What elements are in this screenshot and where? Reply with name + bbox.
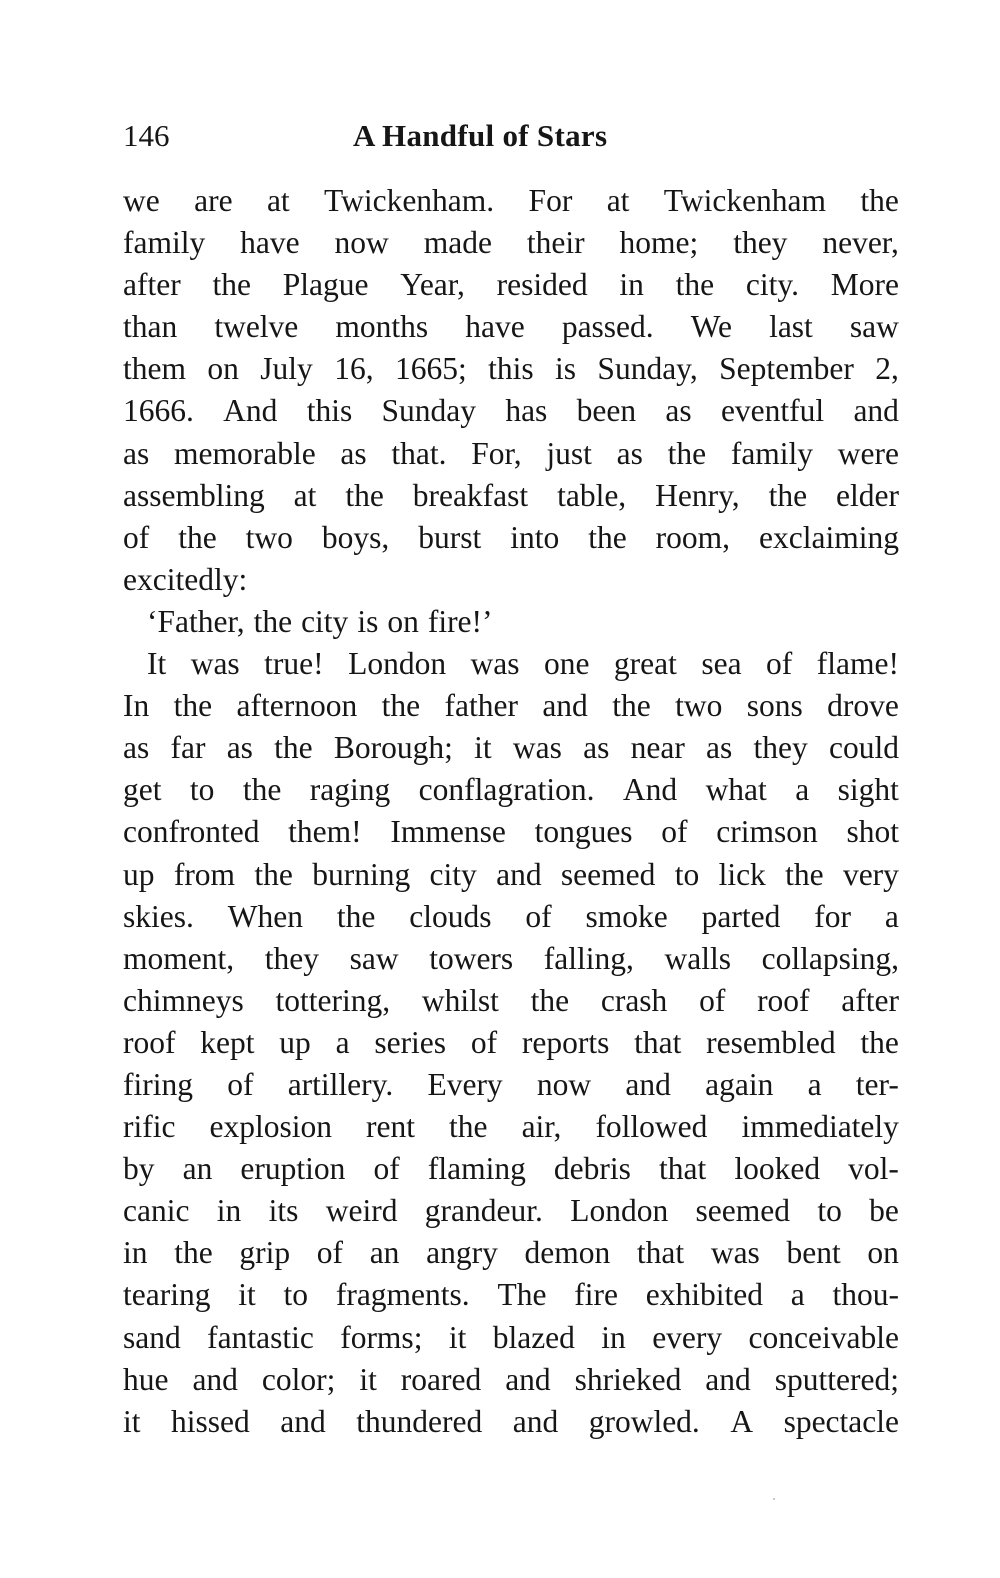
word: it [123, 1403, 141, 1439]
word: assembling [123, 477, 265, 513]
word: every [652, 1319, 723, 1355]
word: an [369, 1235, 400, 1271]
word: roared [400, 1361, 482, 1397]
text-line [123, 517, 899, 559]
word: color; [261, 1361, 336, 1397]
text-line [123, 1106, 899, 1148]
text-line [123, 390, 899, 432]
word: twelve [214, 309, 299, 345]
word: London [348, 646, 447, 682]
word: London [570, 1193, 669, 1229]
word: is [555, 351, 577, 387]
word: forms; [340, 1319, 423, 1355]
word: debris [553, 1151, 631, 1187]
word: on [387, 603, 419, 639]
word: the [381, 688, 421, 724]
word: it [359, 1361, 377, 1397]
word: bent [786, 1235, 841, 1271]
text-line [123, 180, 899, 222]
word: lick [718, 856, 766, 892]
word: its [268, 1193, 299, 1229]
word: sons [746, 688, 803, 724]
word: spectacle [783, 1403, 899, 1439]
word: blazed [492, 1319, 575, 1355]
word: after [841, 982, 899, 1018]
word: tongues [534, 814, 633, 850]
word: crimson [716, 814, 818, 850]
word: grandeur. [424, 1193, 543, 1229]
word: table, [557, 477, 627, 513]
word: them! [288, 814, 362, 850]
word: sight [837, 772, 899, 808]
word: Year, [400, 267, 465, 303]
word: In [123, 688, 150, 724]
word: Sunday [381, 393, 477, 429]
body-text [123, 180, 899, 1443]
word: angry [426, 1235, 498, 1271]
word: at [266, 183, 290, 218]
word: two [245, 519, 293, 555]
word: the [860, 183, 899, 218]
word: as [123, 730, 150, 766]
word: the [212, 267, 251, 303]
word: raging [309, 772, 391, 808]
word: that. [391, 435, 447, 471]
word: sputtered; [774, 1361, 899, 1397]
word: of [316, 1235, 344, 1271]
word: Borough; [333, 730, 453, 766]
paper-speck [773, 1498, 775, 1500]
word: the [345, 477, 384, 513]
word: of [373, 1151, 400, 1187]
word: flaming [427, 1151, 526, 1187]
word: grip [239, 1235, 291, 1271]
text-line [123, 980, 899, 1022]
word: that [634, 1024, 682, 1060]
word: demon [524, 1235, 611, 1271]
word: smoke [585, 898, 668, 934]
text-line [123, 264, 899, 306]
word: looked [734, 1151, 821, 1187]
word: this [306, 393, 353, 429]
word: now [536, 1066, 592, 1102]
word: city [301, 603, 349, 639]
word: towers [429, 940, 514, 976]
text-line [123, 685, 899, 727]
word: resided [496, 267, 588, 303]
word: burst [418, 519, 482, 555]
word: the [449, 1109, 488, 1145]
word: now [334, 225, 389, 261]
word: for [814, 898, 852, 934]
word: city. [745, 267, 799, 303]
word: of [525, 898, 552, 934]
word: home; [619, 225, 699, 261]
word: shot [846, 814, 899, 850]
text-line [123, 433, 899, 475]
word: we [123, 183, 160, 218]
word: roof [123, 1024, 176, 1060]
word: crash [600, 982, 668, 1018]
word: hissed [171, 1403, 250, 1439]
word: great [613, 646, 677, 682]
word: the [860, 1024, 899, 1060]
word: two [675, 688, 723, 724]
word: the [336, 898, 376, 934]
word: series [374, 1024, 447, 1060]
running-head [123, 110, 903, 160]
word: that [636, 1235, 685, 1271]
word: is [357, 603, 379, 639]
word: exhibited [645, 1277, 763, 1313]
word: thou- [832, 1277, 899, 1313]
word: could [829, 730, 899, 766]
text-line [123, 938, 899, 980]
word: For, [471, 435, 522, 471]
word: tottering, [275, 982, 391, 1018]
word: their [526, 225, 585, 261]
word: in [216, 1193, 242, 1229]
word: fantastic [207, 1319, 314, 1355]
word: have [240, 225, 300, 261]
word: weird [325, 1193, 398, 1229]
word: it [448, 1319, 467, 1355]
word: was [190, 646, 240, 682]
word: clouds [409, 898, 492, 934]
word: of [766, 646, 793, 682]
word: Sunday, [597, 351, 698, 387]
word: made [423, 225, 492, 261]
text-line [123, 601, 899, 643]
word: as [340, 435, 367, 471]
word: the [768, 477, 808, 513]
word: burning [312, 856, 411, 892]
word: family [730, 435, 814, 471]
text-line [123, 1064, 899, 1106]
word: of [661, 814, 688, 850]
word: as [665, 393, 692, 429]
word: as [123, 435, 150, 471]
text-line [123, 559, 899, 601]
text-line [123, 1190, 899, 1232]
word: it [238, 1277, 256, 1313]
word: rific [123, 1109, 176, 1145]
word: saw [849, 309, 899, 345]
word: of [470, 1024, 498, 1060]
word: the [174, 1235, 213, 1271]
word: kept [200, 1024, 255, 1060]
word: the [667, 435, 707, 471]
word: of [227, 1066, 254, 1102]
word: artillery. [287, 1066, 394, 1102]
word: an [182, 1151, 213, 1187]
word: was [512, 730, 562, 766]
word: the [173, 688, 213, 724]
word: parted [701, 898, 781, 934]
word: the [254, 856, 293, 892]
word: have [465, 309, 525, 345]
word: Plague [282, 267, 369, 303]
word: We [690, 309, 732, 345]
text-line [123, 1022, 899, 1064]
word: eventful [720, 393, 825, 429]
word: and [542, 688, 588, 724]
word: Twickenham. [324, 183, 495, 218]
word: 1666. [123, 393, 194, 429]
text-line [123, 1232, 899, 1274]
word: and [505, 1361, 551, 1397]
word: reports [521, 1024, 610, 1060]
word: hue [123, 1361, 169, 1397]
text-line [123, 854, 899, 896]
word: the [588, 519, 627, 555]
word: they [733, 225, 788, 261]
word: were [837, 435, 899, 471]
word: than [123, 309, 178, 345]
word: confronted [123, 814, 260, 850]
word: and [625, 1066, 671, 1102]
word: a [884, 898, 899, 934]
word: the [530, 982, 570, 1018]
word: in [123, 1235, 148, 1271]
word: And [622, 772, 678, 808]
word: last [769, 309, 813, 345]
word: the [242, 772, 282, 808]
word: true! [264, 646, 324, 682]
running-title: A Handful of Stars [353, 118, 608, 153]
word: roof [757, 982, 810, 1018]
word: up [123, 856, 155, 892]
text-line [123, 222, 899, 264]
word: and [512, 1403, 559, 1439]
text-line [123, 643, 899, 685]
word: months [335, 309, 429, 345]
word: conceivable [748, 1319, 899, 1355]
word: seemed [560, 856, 656, 892]
word: Immense [390, 814, 506, 850]
word: exclaiming [759, 519, 899, 555]
text-line [123, 896, 899, 938]
text-line [123, 727, 899, 769]
word: flame! [816, 646, 899, 682]
word: of [123, 519, 150, 555]
word: get [123, 772, 162, 808]
word: Twickenham [663, 183, 827, 218]
word: was [710, 1235, 760, 1271]
word: For [528, 183, 573, 218]
word: skies. [123, 898, 194, 934]
word: And [223, 393, 278, 429]
word: chimneys [123, 982, 244, 1018]
word: at [606, 183, 630, 218]
word: September [719, 351, 854, 387]
word: again [705, 1066, 774, 1102]
word: are [194, 183, 233, 218]
word: and [705, 1361, 751, 1397]
word: A [730, 1403, 754, 1439]
word: to [817, 1193, 842, 1229]
word: air, [521, 1109, 562, 1145]
word: The [497, 1277, 547, 1313]
word: a [335, 1024, 350, 1060]
word: fragments. [335, 1277, 470, 1313]
word: of [699, 982, 726, 1018]
word: in [601, 1319, 626, 1355]
word: the [612, 688, 651, 724]
text-line [123, 1317, 899, 1359]
text-line [123, 1274, 899, 1316]
word: as [226, 730, 253, 766]
word: far [170, 730, 206, 766]
word: after [123, 267, 181, 303]
word: up [279, 1024, 311, 1060]
word: When [227, 898, 303, 934]
word: afternoon [236, 688, 358, 724]
word: into [510, 519, 560, 555]
word: immediately [741, 1109, 899, 1145]
word: fire [574, 1277, 618, 1313]
word: to [283, 1277, 309, 1313]
word: be [869, 1193, 899, 1229]
word: explosion [209, 1109, 332, 1145]
page-number: 146 [123, 118, 170, 153]
word: conflagration. [418, 772, 595, 808]
word: and [496, 856, 542, 892]
word: them [123, 351, 186, 387]
word: from [173, 856, 236, 892]
word: ter- [855, 1066, 899, 1102]
word: and [192, 1361, 238, 1397]
word: on [867, 1235, 899, 1271]
word: has [505, 393, 548, 429]
word: breakfast [412, 477, 529, 513]
word: 1665; [394, 351, 467, 387]
word: what [705, 772, 767, 808]
word: in [619, 267, 644, 303]
word: the [675, 267, 715, 303]
text-line [123, 348, 899, 390]
word: July [260, 351, 313, 387]
word: seemed [695, 1193, 790, 1229]
word: a [807, 1066, 822, 1102]
word: that [659, 1151, 707, 1187]
word: room, [655, 519, 731, 555]
word: fire!’ [427, 603, 493, 639]
word: was [470, 646, 520, 682]
word: it [474, 730, 492, 766]
text-line [123, 1401, 899, 1443]
word: falling, [543, 940, 634, 976]
word: family [123, 225, 206, 261]
word: the [253, 603, 293, 639]
word: at [293, 477, 317, 513]
word: to [674, 856, 700, 892]
text-line [123, 1148, 899, 1190]
word: rent [366, 1109, 416, 1145]
word: sea [701, 646, 742, 682]
word: and [280, 1403, 326, 1439]
word: boys, [321, 519, 390, 555]
text-line [123, 811, 899, 853]
word: city [429, 856, 477, 892]
word: drove [827, 688, 899, 724]
word: followed [595, 1109, 708, 1145]
word: eruption [240, 1151, 346, 1187]
word: 16, [334, 351, 374, 387]
word: just [546, 435, 592, 471]
word: and [853, 393, 899, 429]
word: memorable [173, 435, 316, 471]
word: ‘Father, [147, 603, 245, 639]
word: father [444, 688, 518, 724]
word: been [576, 393, 637, 429]
word: tearing [123, 1277, 211, 1313]
word: shrieked [574, 1361, 682, 1397]
text-line [123, 306, 899, 348]
text-line [123, 769, 899, 811]
word: never, [822, 225, 899, 261]
word: they [264, 940, 319, 976]
word: the [274, 730, 313, 766]
word: whilst [421, 982, 499, 1018]
word: this [488, 351, 534, 387]
word: near [630, 730, 685, 766]
word: a [790, 1277, 805, 1313]
word: elder [836, 477, 899, 513]
word: sand [123, 1319, 181, 1355]
text-line [123, 1359, 899, 1401]
word: passed. [561, 309, 654, 345]
word: Every [427, 1066, 503, 1102]
text-line [123, 475, 899, 517]
word: It [147, 646, 167, 682]
word: resembled [706, 1024, 836, 1060]
word: one [543, 646, 590, 682]
word: as [616, 435, 643, 471]
word: growled. [588, 1403, 700, 1439]
word: thundered [356, 1403, 483, 1439]
word: moment, [123, 940, 235, 976]
word: a [795, 772, 810, 808]
word: by [123, 1151, 155, 1187]
word: very [842, 856, 899, 892]
word: the [785, 856, 824, 892]
word: collapsing, [761, 940, 899, 976]
word: saw [349, 940, 399, 976]
word: to [189, 772, 215, 808]
word: firing [123, 1066, 193, 1102]
word: the [178, 519, 217, 555]
word: Henry, [655, 477, 740, 513]
word: 2, [875, 351, 899, 387]
word: as [706, 730, 733, 766]
word: on [207, 351, 239, 387]
word: as [583, 730, 610, 766]
word: More [830, 267, 899, 303]
word: canic [123, 1193, 190, 1229]
word: vol- [848, 1151, 899, 1187]
word: excitedly: [123, 561, 248, 597]
word: walls [664, 940, 731, 976]
word: they [753, 730, 808, 766]
